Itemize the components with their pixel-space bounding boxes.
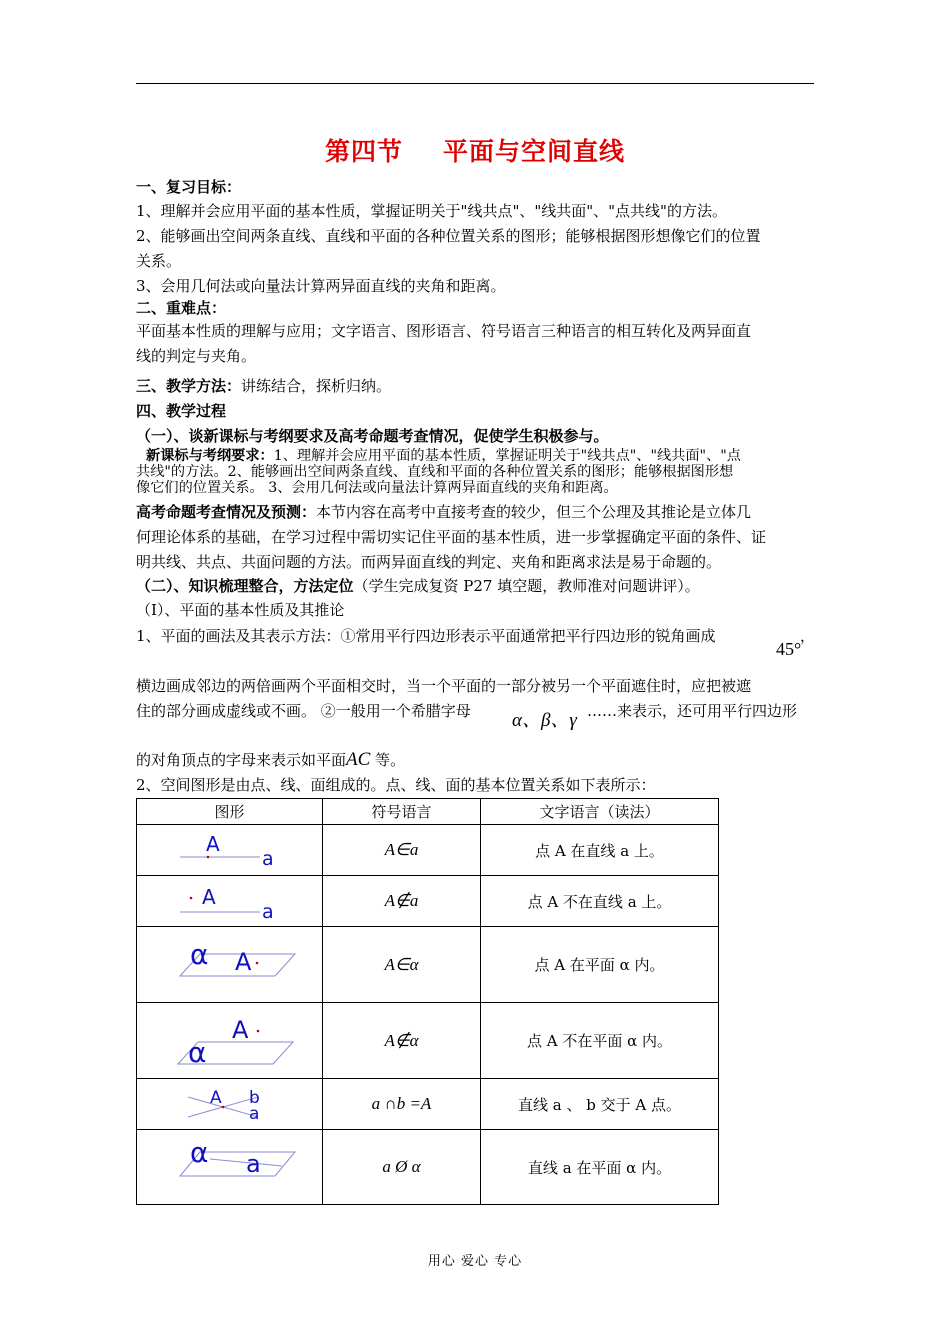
goal-1: 1、理解并会应用平面的基本性质，掌握证明关于"线共点"、"线共面"、"点共线"的方法。 [136,202,727,220]
goal-2-cont: 关系。 [136,252,182,270]
table-header-row [137,799,719,825]
text-cell [481,927,719,1003]
point-on-line-figure [140,827,320,873]
drawing-line-2: 横边画成邻边的两倍画两个平面相交时，当一个平面的一部分被另一个平面遮住时，应把被遮 [136,677,752,695]
point-a [206,856,209,859]
line-in-plane-figure [140,1132,320,1202]
symbol-cell [323,1079,481,1130]
figure-cell [137,1003,323,1079]
symbol-cell [323,1130,481,1205]
label-line-b: b [248,1088,260,1108]
figure-cell [137,825,323,876]
heading-review-goals: 一、复习目标： [136,178,242,196]
title-topic: 平面与空间直线 [443,137,626,166]
subheading-2-note: （学生完成复资 P27 填空题，教师准对问题讲评）。 [353,577,700,595]
text-cell [481,1003,719,1079]
text-cell [481,1130,719,1205]
subheading-2 [136,577,700,595]
text-cell [481,876,719,927]
reading-text: 点 A 不在直线 a 上。 [527,892,672,911]
teaching-method [136,377,391,395]
table-intro: 2、空间图形是由点、线、面组成的。点、线、面的基本位置关系如下表所示： [136,776,656,794]
label-plane-alpha: α [189,1136,208,1169]
header-figure: 图形 [137,799,323,825]
symbol-cell [323,927,481,1003]
plane-ac: AC [346,749,371,770]
heading-process: 四、教学过程 [136,402,227,420]
label-point-a: A [209,1088,222,1108]
header-text: 文字语言（读法） [481,799,719,825]
relations-table [136,798,719,1205]
drawing-line-1 [136,627,716,645]
reading-text: 点 A 在直线 a 上。 [535,841,664,860]
figure-cell [137,1079,323,1130]
symbol-text: A∉a [384,891,419,910]
reading-text: 点 A 不在平面 α 内。 [526,1032,673,1050]
key-points-1: 平面基本性质的理解与应用；文字语言、图形语言、符号语言三种语言的相互转化及两异面直 [136,322,752,340]
title-section-number: 第四节 [324,137,403,166]
figure-cell [137,927,323,1003]
point-off-plane-figure [140,1006,320,1076]
page-title [0,132,950,168]
standards-line-2: 共线"的方法。2、能够画出空间两条直线、直线和平面的各种位置关系的图形；能够根据图形想 [136,464,734,480]
text-cell [481,825,719,876]
drawing-line-3 [136,702,471,720]
reading-text: 直线 a 、 b 交于 A 点。 [518,1095,681,1114]
figure-cell [137,1130,323,1205]
lines-intersect-figure [140,1081,320,1127]
drawing-text-4a: 的对角顶点的字母来表示如平面 [136,751,347,769]
point-a [189,897,192,900]
table-row [137,1079,719,1130]
goal-3: 3、会用几何法或向量法计算两异面直线的夹角和距离。 [136,277,506,295]
label-line-a: a [248,1104,259,1124]
drawing-comma: ， [800,627,816,645]
greek-letters: α、β、γ [512,710,577,731]
teaching-method-label: 三、教学方法： [136,377,242,395]
label-point-a: A [201,885,216,909]
symbol-text: a ∩b =A [371,1094,432,1113]
label-plane-alpha: α [189,937,208,971]
symbol-cell [323,876,481,927]
exam-text-1: 本节内容在高考中直接考查的较少，但三个公理及其推论是立体几 [316,503,752,521]
point-in-plane-figure [140,930,320,1000]
heading-key-points: 二、重难点： [136,299,227,317]
label-line-a: a [261,848,274,870]
exam-line-2: 何理论体系的基础，在学习过程中需切实记住平面的基本性质，进一步掌握确定平面的条件、证 [136,528,767,546]
standards-text-1: 1、理解并会应用平面的基本性质，掌握证明关于"线共点"、"线共面"、"点 [273,448,741,464]
subheading-1: （一）、谈新课标与考纲要求及高考命题考查情况，促使学生积极参与。 [136,427,609,445]
exam-line-1 [136,503,751,521]
reading-text: 点 A 在平面 α 内。 [534,956,665,974]
teaching-method-text: 讲练结合，探析归纳。 [241,377,392,395]
exam-label: 高考命题考查情况及预测： [136,503,317,521]
page-footer: 用心 爱心 专心 [427,1254,523,1269]
drawing-text-1: 1、平面的画法及其表示方法：①常用平行四边形表示平面通常把平行四边形的锐角画成 [136,627,716,645]
symbol-text: a Ø α [382,1157,421,1176]
part1-heading: （Ⅰ）、平面的基本性质及其推论 [136,601,345,619]
reading-text: 直线 a 在平面 α 内。 [527,1158,672,1177]
point-a [255,961,258,964]
figure-cell [137,876,323,927]
label-point-a: A [231,1015,248,1044]
standards-line-3: 像它们的位置关系。 3、会用几何法或向量法计算两异面直线的夹角和距离。 [136,480,618,496]
table-row [137,927,719,1003]
text-cell [481,1079,719,1130]
header-symbol: 符号语言 [323,799,481,825]
angle-45: 45° [776,639,802,659]
header-rule [136,83,814,84]
symbol-cell [323,1003,481,1079]
point-a [221,1106,224,1109]
table-row [137,1130,719,1205]
point-a [256,1029,259,1032]
symbol-text: A∉α [384,1030,419,1050]
key-points-2: 线的判定与夹角。 [136,347,257,365]
point-off-line-figure [140,878,320,924]
exam-line-3: 明共线、共点、共面问题的方法。而两异面直线的判定、夹角和距离求法是易于命题的。 [136,553,722,571]
label-point-a: A [205,832,220,856]
drawing-line-4 [136,751,405,769]
label-line-a: a [261,901,274,923]
standards-label: 新课标与考纲要求： [146,448,274,464]
label-plane-alpha: α [187,1035,206,1069]
table-row [137,1003,719,1079]
label-line-a: a [245,1150,261,1178]
goal-2: 2、能够画出空间两条直线、直线和平面的各种位置关系的图形；能够根据图形想像它们的位置 [136,227,761,245]
drawing-text-3b: ……来表示，还可用平行四边形 [587,702,798,720]
standards-line-1 [146,449,741,464]
drawing-text-3a: 住的部分画成虚线或不画。 ②一般用一个希腊字母 [136,702,471,720]
subheading-2-label: （二）、知识梳理整合，方法定位 [136,577,354,595]
symbol-text: A∈a [384,840,419,859]
label-point-a: A [234,947,251,976]
table-row [137,825,719,876]
symbol-text: A∈α [384,954,419,974]
drawing-text-4b: 等。 [370,751,406,769]
symbol-cell [323,825,481,876]
table-row [137,876,719,927]
